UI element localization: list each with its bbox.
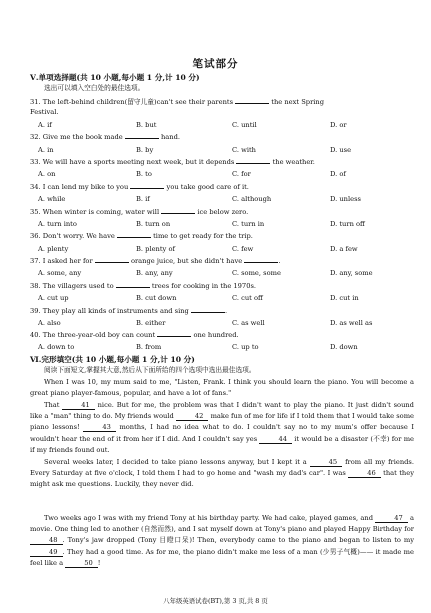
question-39-option-b: B. either xyxy=(136,319,166,327)
page-title: 笔试部分 xyxy=(192,58,239,70)
question-36-option-c: C. few xyxy=(232,245,254,253)
passage-paragraph-4: Two weeks ago I was with my friend Tony at his birthday party. We had cake, played games, and 47 a movie. One thing led to another (自然而然), and I sat myself down at Tony's piano and played Happy Birthday for 48 . Tony's jaw dropped (Tony 目瞪口呆)! Then, everybody came to the piano and began to listen to my 49 . They had a good time. As for me, the piano didn't make me less of a man (少男子气概)—— it made me feel like a 50 ! xyxy=(30,514,414,567)
question-38-option-a: A. cut up xyxy=(38,294,69,302)
question-37-text: 37. I asked her for orange juice, but she didn't have . xyxy=(30,257,281,265)
question-37-option-a: A. some, any xyxy=(38,269,82,277)
question-31-option-a: A. if xyxy=(38,121,52,129)
question-34-option-d: D. unless xyxy=(330,195,361,203)
section-6-instruction: 阅读下面短文,掌握其大意,然后从下面所给的四个选项中选出最佳选项。 xyxy=(44,366,256,374)
cloze-blank-49: 49 xyxy=(30,548,63,557)
question-35-option-b: B. turn on xyxy=(136,220,171,228)
question-36-text: 36. Don't worry. We have time to get ready for the trip. xyxy=(30,232,253,240)
passage-paragraph-2: That 41 nice. But for me, the problem was that I didn't want to play the piano. It just didn't sound like a "man" thing to do. My friends would 42 make fun of me for life if I told them that I would take some piano lessons! 43 months, I had no idea what to do. I couldn't say no to my mum's offer because I wouldn't hear the end of it from her if I did. And I couldn't say yes 44 it would be a disaster (不幸) for me if my friends found out. xyxy=(30,401,414,454)
question-38-option-b: B. cut down xyxy=(136,294,177,302)
section-5-instruction: 选出可以填入空白处的最佳选项。 xyxy=(44,84,145,92)
cloze-blank-42: 42 xyxy=(176,412,209,421)
question-33-option-c: C. for xyxy=(232,170,251,178)
answer-blank xyxy=(117,231,151,238)
question-40-option-c: C. up to xyxy=(232,343,259,351)
question-34-option-b: B. if xyxy=(136,195,150,203)
question-32-option-d: D. use xyxy=(330,146,352,154)
question-32-text: 32. Give me the book made hand. xyxy=(30,133,180,141)
question-40-option-a: A. down to xyxy=(38,343,75,351)
question-38-option-c: C. cut off xyxy=(232,294,263,302)
cloze-blank-45: 45 xyxy=(310,458,343,467)
answer-blank xyxy=(191,306,225,313)
answer-blank xyxy=(130,182,164,189)
question-39-text: 39. They play all kinds of instruments and sing . xyxy=(30,307,228,315)
cloze-blank-47: 47 xyxy=(375,514,408,523)
question-37-option-d: D. any, some xyxy=(330,269,373,277)
question-35-text: 35. When winter is coming, water will ice below zero. xyxy=(30,208,249,216)
cloze-blank-44: 44 xyxy=(259,435,292,444)
answer-blank xyxy=(95,256,129,263)
question-31-option-b: B. but xyxy=(136,121,157,129)
question-34-option-c: C. although xyxy=(232,195,272,203)
cloze-blank-43: 43 xyxy=(83,423,116,432)
question-34-text: 34. I can lend my bike to you you take good care of it. xyxy=(30,183,249,191)
answer-blank xyxy=(125,132,159,139)
question-39-option-c: C. as well xyxy=(232,319,265,327)
question-31-continuation: Festival. xyxy=(30,108,59,116)
question-36-option-a: A. plenty xyxy=(38,245,69,253)
passage-paragraph-1: When I was 10, my mum said to me, "Listen, Frank. I think you should learn the piano. You will become a great piano player-famous, popular, and have a lot of fans." xyxy=(30,378,414,398)
cloze-blank-41: 41 xyxy=(62,401,95,410)
section-5-heading: Ⅴ.单项选择题(共 10 小题,每小题 1 分,计 10 分) xyxy=(30,73,200,82)
section-6-heading: Ⅵ.完形填空(共 10 小题,每小题 1 分,计 10 分) xyxy=(30,355,195,364)
question-32-option-c: C. with xyxy=(232,146,256,154)
question-38-text: 38. The villagers used to trees for cooking in the 1970s. xyxy=(30,282,257,290)
answer-blank xyxy=(235,97,269,104)
page-footer: 八年级英语试卷(BT),第 3 页,共 8 页 xyxy=(163,597,268,605)
question-32-option-b: B. by xyxy=(136,146,154,154)
question-31-option-d: D. or xyxy=(330,121,347,129)
question-31-text: 31. The left-behind children(留守儿童)can't see their parents the next Spring xyxy=(30,98,324,106)
question-39-option-d: D. as well as xyxy=(330,319,373,327)
question-33-option-a: A. on xyxy=(38,170,56,178)
question-38-option-d: D. cut in xyxy=(330,294,359,302)
question-39-option-a: A. also xyxy=(38,319,61,327)
question-35-option-d: D. turn off xyxy=(330,220,365,228)
answer-blank xyxy=(116,281,150,288)
question-36-option-b: B. plenty of xyxy=(136,245,175,253)
question-31-option-c: C. until xyxy=(232,121,257,129)
question-37-option-b: B. any, any xyxy=(136,269,173,277)
question-40-option-d: D. down xyxy=(330,343,358,351)
question-32-option-a: A. in xyxy=(38,146,54,154)
question-33-text: 33. We will have a sports meeting next week, but it depends the weather. xyxy=(30,158,315,166)
question-40-text: 40. The three-year-old boy can count one hundred. xyxy=(30,331,239,339)
question-34-option-a: A. while xyxy=(38,195,66,203)
question-35-option-c: C. turn in xyxy=(232,220,265,228)
question-33-option-b: B. to xyxy=(136,170,152,178)
cloze-blank-48: 48 xyxy=(30,536,63,545)
answer-blank xyxy=(161,207,195,214)
passage-paragraph-3: Several weeks later, I decided to take piano lessons anyway, but I kept it a 45 from all my friends. Every Saturday at five o'clock, I told them I had to go home and "wash my dad's car". I was 46 that they might ask me questions. Luckily, they never did. xyxy=(30,458,414,489)
answer-blank xyxy=(244,256,278,263)
question-36-option-d: D. a few xyxy=(330,245,358,253)
answer-blank xyxy=(157,330,191,337)
question-37-option-c: C. some, some xyxy=(232,269,281,277)
question-33-option-d: D. of xyxy=(330,170,346,178)
answer-blank xyxy=(236,157,270,164)
question-40-option-b: B. from xyxy=(136,343,162,351)
cloze-blank-50: 50 xyxy=(65,559,98,568)
cloze-blank-46: 46 xyxy=(348,469,381,478)
question-35-option-a: A. turn into xyxy=(38,220,77,228)
